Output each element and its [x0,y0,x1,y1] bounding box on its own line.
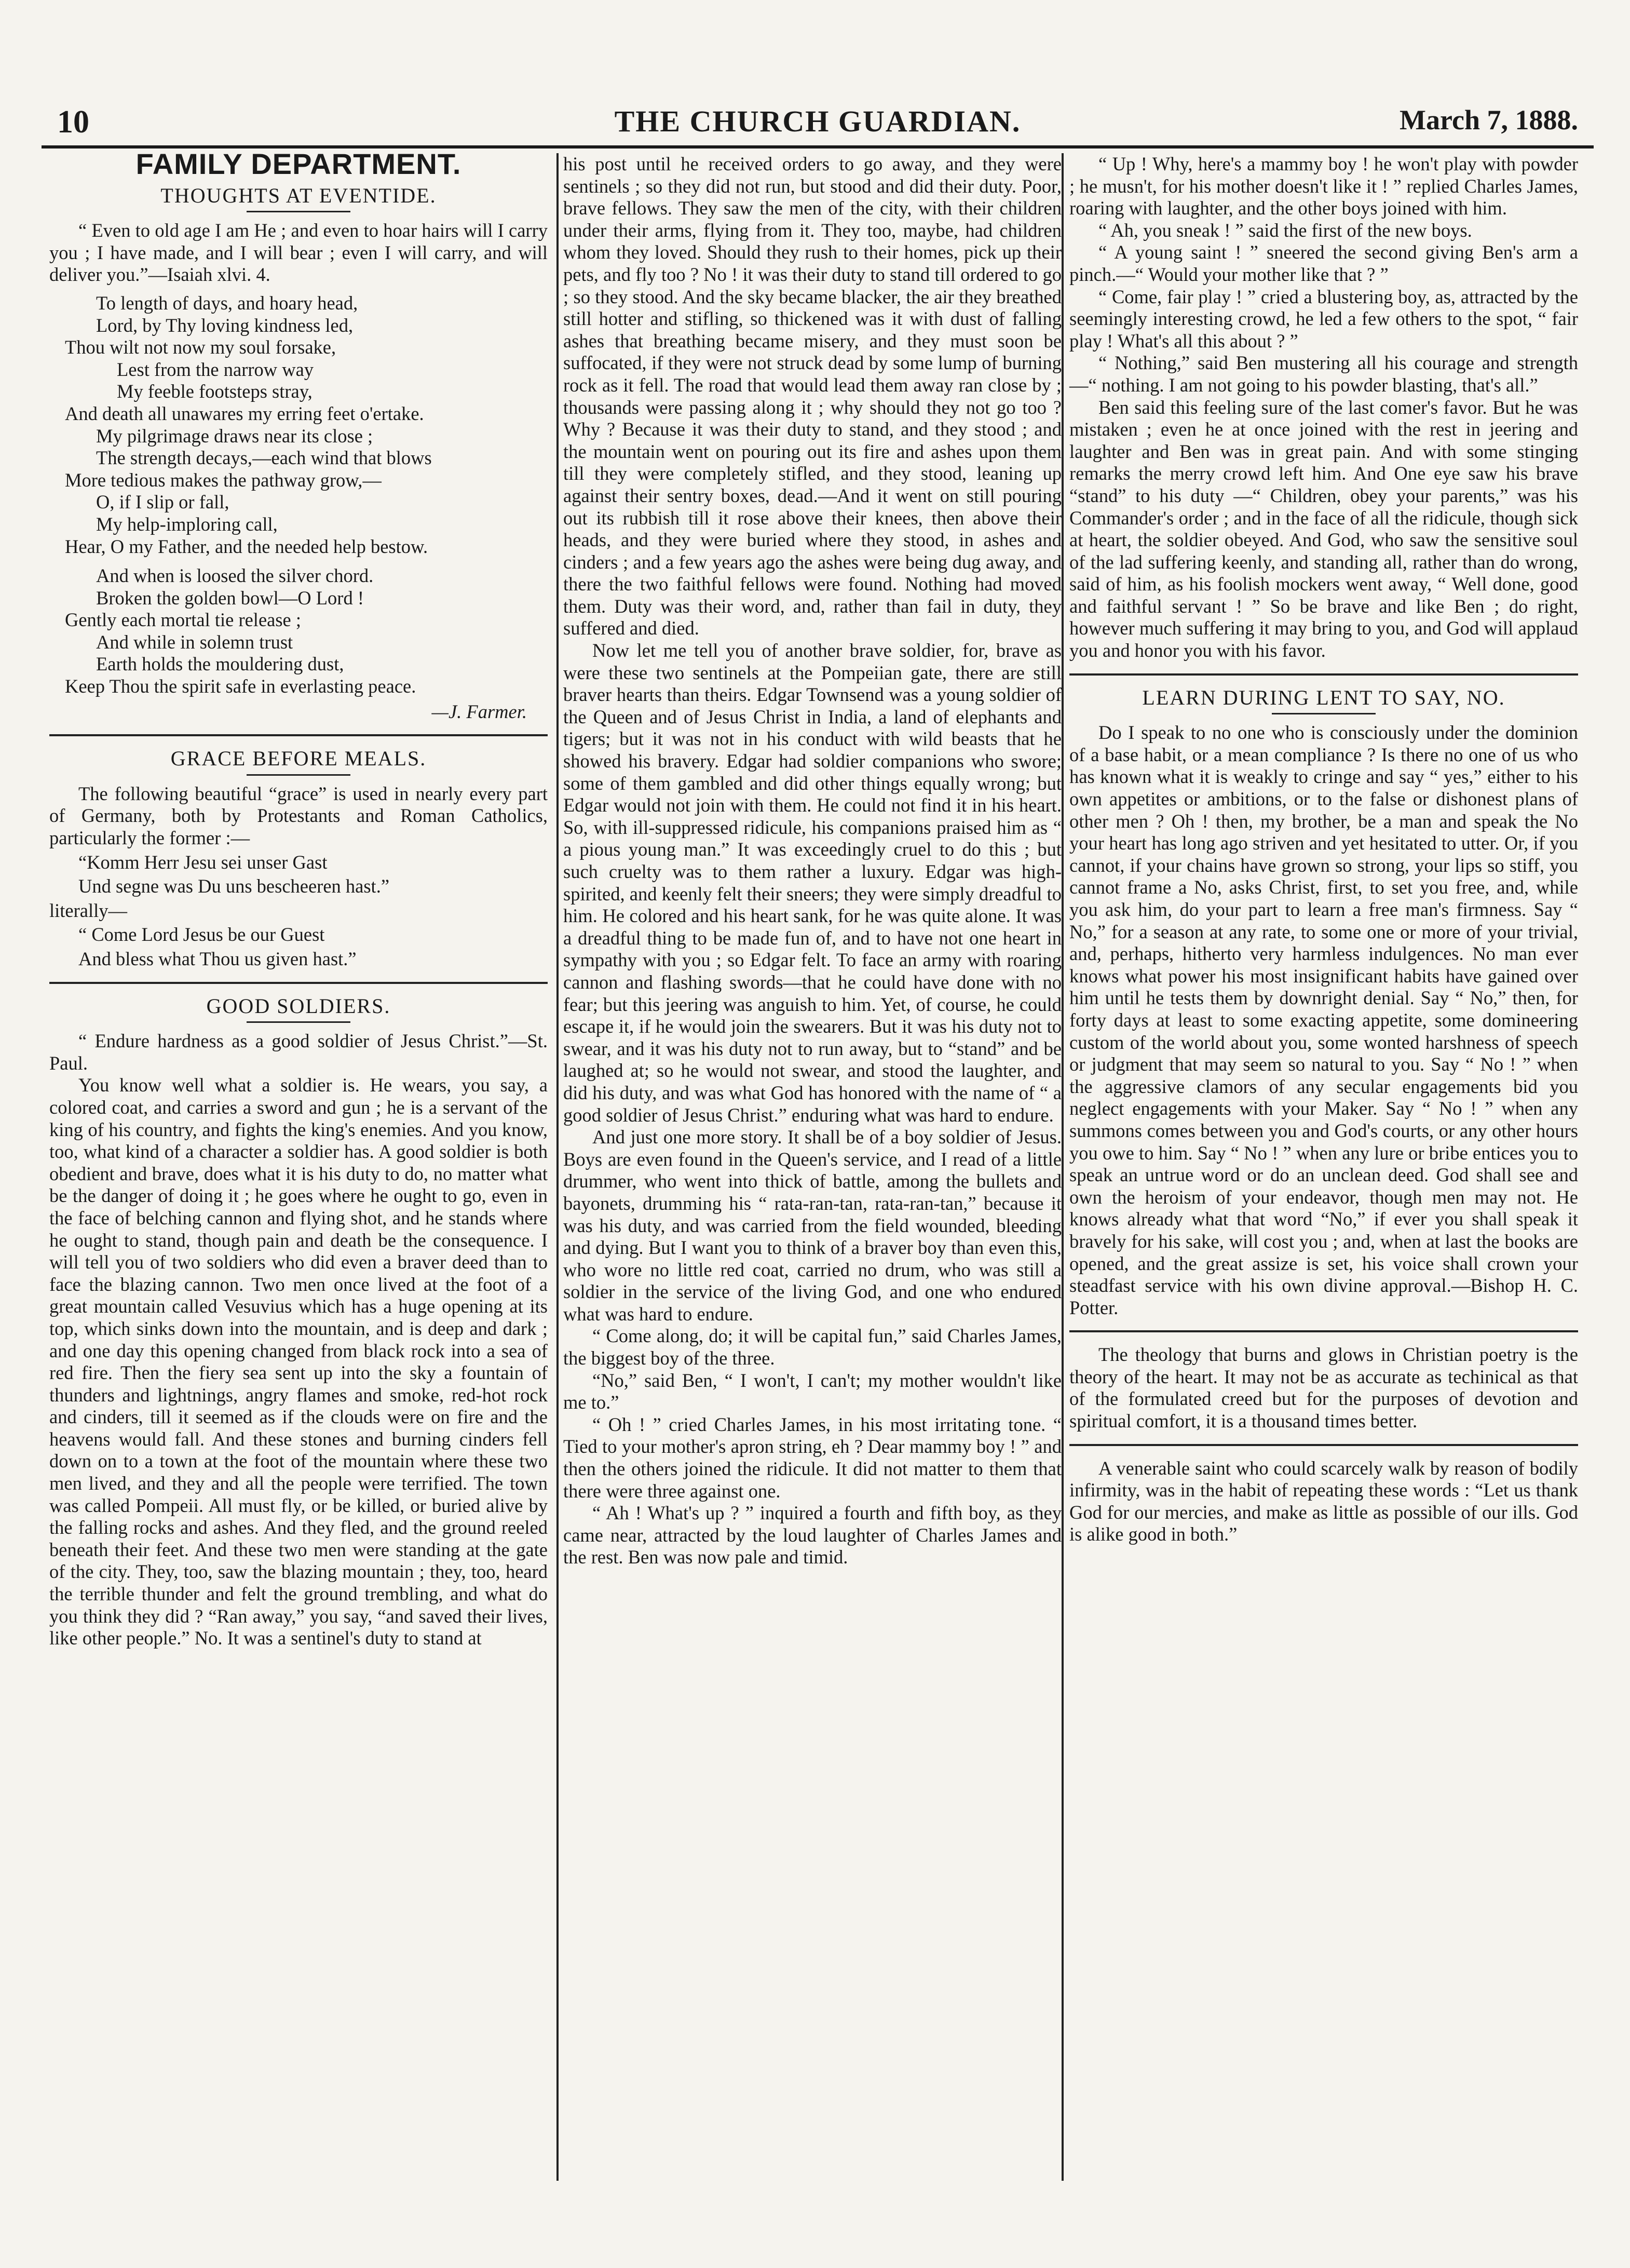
paragraph: “ Come along, do; it will be capital fun,” said Charles James, the biggest boy of the three. [563,1325,1062,1369]
poem-line: Thou wilt not now my soul forsake, [65,336,336,358]
column-3 [1069,153,1578,1546]
paragraph: Do I speak to no one who is consciously under the dominion of a base habit, or a mean compliance ? Is there no one of us who has known what it is weakly to cringe and say “ yes,” either to his own appetites or ambitions, or to the false or dishonest plans of other men ? Oh ! then, my brother, be a man and speak the No your heart has long ago striven and yet hesitated to utter. Or, if you cannot, if your chains have grown so strong, your lips so stiff, you cannot frame a No, asks Christ, first, to set you free, and, while you ask him, do your part to learn a free man's firmness. Say “ No,” for a season at any rate, to some one or more of your trivial, and, perhaps, hitherto very harmless indulgences. No man ever knows what power his most insignificant habits have gained over him until he tests them by downright denial. Say “ No,” then, for forty days at least to some exacting appetite, some domineering custom of the world about you, some wonted harshness of speech or judgment that may seem so natural to you. Say “ No ! ” when the aggressive clamors of any secular engagements bid you neglect engagements with your Maker. Say “ No ! ” when any summons comes between you and God's courts, or any other hours you owe to him. Say “ No ! ” when any lure or bribe entices you to speak an untrue word or do an unclean deed. God shall see and own the heroism of your endeavor, though men may not. He knows already what that word “No,” if ever you shall speak it bravely for his sake, will cost you ; and, when at last the books are opened, and the great assize is set, his voice shall crown your steadfast service with his own divine approval.—Bishop H. C. Potter. [1069,722,1578,1318]
paragraph: The following beautiful “grace” is used in nearly every part of Germany, both by Protestants and Roman Catholics, particularly the former :— [49,782,548,849]
poem-line: And while in solemn trust [96,631,293,653]
paragraph: “ Nothing,” said Ben mustering all his courage and strength—“ nothing. I am not going to his powder blasting, that's all.” [1069,352,1578,396]
section-rule [49,982,548,984]
epigraph: “ Even to old age I am He ; and even to hoar hairs will I carry you ; I have made, and I will bear ; even I will carry, and will deliver you.”—Isaiah xlvi. 4. [49,220,548,286]
poem-line: Broken the golden bowl—O Lord ! [96,587,364,609]
section-rule [1069,1444,1578,1446]
article-title: GRACE BEFORE MEALS. [170,747,427,771]
column-1 [49,147,548,1650]
poem-author: —J. Farmer. [431,700,527,722]
article-title: THOUGHTS AT EVENTIDE. [160,183,437,207]
paragraph: “ Ah, you sneak ! ” said the first of the new boys. [1098,219,1472,241]
paragraph: And just one more story. It shall be of a boy soldier of Jesus. Boys are even found in the Queen's service, and I read of a little drummer, who went into thick of battle, among the bullets and bayonets, drumming his “ rata-ran-tan, rata-ran-tan,” because it was his duty, and was carried from the field wounded, bleeding and dying. But I want you to think of a braver boy than even this, who wore no little red coat, carried no drum, who was still a soldier in the service of the living God, and one who endured what was hard to endure. [563,1126,1062,1325]
poem-line: To length of days, and hoary head, [96,292,358,314]
title-rule [247,211,350,212]
department-heading: FAMILY DEPARTMENT. [135,147,461,180]
section-rule [1069,673,1578,676]
paragraph: “ Up ! Why, here's a mammy boy ! he won't play with powder ; he musn't, for his mother doesn't like it ! ” replied Charles James, roaring with laughter, and the other boys joined with him. [1069,153,1578,219]
paragraph: “ Come, fair play ! ” cried a blustering boy, as, attracted by the seemingly interesting crowd, he led a few others to the spot, “ fair play ! What's all this about ? ” [1069,286,1578,352]
poem-line: Hear, O my Father, and the needed help bestow. [65,535,428,557]
paragraph: literally— [49,899,128,921]
paragraph: “No,” said Ben, “ I won't, I can't; my mother wouldn't like me to.” [563,1369,1062,1413]
epigraph: “ Endure hardness as a good soldier of Jesus Christ.”—St. Paul. [49,1030,548,1074]
title-rule [247,1021,350,1023]
issue-date: March 7, 1888. [1400,104,1578,136]
paragraph: You know well what a soldier is. He wears, you say, a colored coat, and carries a sword and gun ; he is a servant of the king of his country, and fights the king's enemies. And you know, too, what kind of a character a soldier has. A good soldier is both obedient and brave, does what it is his duty to do, no matter what be the danger of doing it ; he goes where he ought to go, even in the face of belching cannon and flying shot, and he stands where he ought to stand, though pain and death be the consequence. I will tell you of two soldiers who did even a braver deed than to face the blazing cannon. Two men once lived at the foot of a great mountain called Vesuvius which has a huge opening at its top, which sinks down into the mountain, and is deep and dark ; and one day this opening changed from black rock into a sea of red fire. Then the fiery sea sent up into the sky a fountain of thunders and lightnings, angry flames and smoke, red-hot rock and cinders, till it seemed as if the clouds were on fire and the heavens would fall. And these stones and burning cinders fell down on to a town at the foot of the mountain where these two men lived, and they and all the people were terrified. The town was called Pompeii. All must fly, or be killed, or buried alive by the falling rocks and ashes. And they fled, and the ground reeled beneath their feet. And these two men were standing at the gate of the city. They, too, saw the blazing mountain ; they, too, heard the terrible thunder and felt the ground trembling, and what do you think they did ? “Ran away,” you say, “and saved their lives, like other people.” No. It was a sentinel's duty to stand at [49,1074,548,1649]
poem-line: The strength decays,—each wind that blows [96,447,432,469]
poem-line: My feeble footsteps stray, [117,381,313,402]
section-rule [1069,1330,1578,1332]
paragraph: Ben said this feeling sure of the last comer's favor. But he was mistaken ; even he at once joined with the rest in jeering and laughter and Ben was in great pain. And with some stinging remarks the merry crowd left him. And One eye saw his brave “stand” to his duty —“ Children, obey your parents,” was his Commander's order ; and in the face of all the ridicule, though sick at heart, the soldier obeyed. And God, who saw the sensitive soul of the lad suffering keenly, and standing all, rather than do wrong, said of him, as his foolish mockers went away, “ Well done, good and faithful servant ! ” So be brave and like Ben ; do right, however much suffering it may bring to you, and God will applaud you and honor you with his favor. [1069,396,1578,662]
poem-line: O, if I slip or fall, [96,491,229,513]
quote-line: “ Come Lord Jesus be our Guest [78,924,325,946]
poem-line: And when is loosed the silver chord. [96,565,374,587]
quote-line: Und segne was Du uns bescheeren hast.” [78,875,390,897]
section-rule [49,734,548,736]
page-number: 10 [57,104,89,140]
paragraph: A venerable saint who could scarcely walk by reason of bodily infirmity, was in the habit of repeating these words : “Let us thank God for our mercies, and make as little as possible of our ills. God is alike good in both.” [1069,1457,1578,1545]
paragraph: “ Oh ! ” cried Charles James, in his most irritating tone. “ Tied to your mother's apron string, eh ? Dear mammy boy ! ” and then the others joined the ridicule. It did not matter to them that there were three against one. [563,1413,1062,1502]
poem-line: Lest from the narrow way [117,358,314,380]
title-rule [247,774,350,776]
paragraph: Now let me tell you of another brave soldier, for, brave as were these two sentinels at the Pompeiian gate, there are still braver hearts than theirs. Edgar Townsend was a young soldier of the Queen and of Jesus Christ in India, a land of elephants and tigers; but it was not in his conduct with wild beasts that he showed his bravery. Edgar had soldier companions who swore; some of them gambled and did other things equally wrong; but Edgar would not join with them. He could not find it in his heart. So, with ill-suppressed ridicule, his companions praised him as “ a pious young man.” It was exceedingly cruel to do this ; but such cruelty was to them rather a luxury. Edgar was high-spirited, and keenly felt their sneers; they were simply dreadful to him. He colored and his heart sank, for he was quite alone. It was a dreadful thing to be made fun of, and to have not one heart in sympathy with you ; so Edgar felt. To face an army with roaring cannon and flashing swords—that he could have done with no fear; but this jeering was anguish to him. Yet, of course, he could escape it, if he would join the swearers. But it was his duty not to swear, and it was his duty not to run away, but to “stand” and be laughed at; so he would not swear, and stood the laughter, and did his duty, and was what God has honored with the name of “ a good soldier of Jesus Christ.” enduring what was hard to endure. [563,640,1062,1126]
masthead [42,99,1594,148]
poem-line: Earth holds the mouldering dust, [96,653,344,675]
column-rule [556,153,559,2181]
title-rule [1272,713,1376,714]
paragraph: “ Ah ! What's up ? ” inquired a fourth and fifth boy, as they came near, attracted by the loud laughter of Charles James and the rest. Ben was now pale and timid. [563,1502,1062,1568]
article-title: LEARN DURING LENT TO SAY, NO. [1142,685,1505,709]
quote-line: “Komm Herr Jesu sei unser Gast [78,851,328,873]
column-2 [563,153,1062,1569]
poem-line: Gently each mortal tie release ; [65,609,302,631]
paragraph: The theology that burns and glows in Christian poetry is the theory of the heart. It may not be as accurate as techinical as that of the formulated creed but for the purposes of devotion and spiritual comfort, it is a thousand times better. [1069,1344,1578,1432]
paragraph: his post until he received orders to go away, and they were sentinels ; so they did not run, but stood and did their duty. Poor, brave fellows. They saw the men of the city, with their children under their arms, flying from it. They too, maybe, had children whom they loved. Should they rush to their homes, pick up their pets, and fly too ? No ! it was their duty to stand till ordered to go ; so they stood. And the sky became blacker, the air they breathed still hotter and stifling, so thickened was it with dust of falling ashes that breathing became misery, and they must soon be suffocated, if they were not struck dead by some lump of burning rock as it fell. The road that would lead them away ran close by ; thousands were passing along it ; why should they not go too ? Why ? Because it was their duty to stand, and they stood ; and the mountain went on pouring out its fire and ashes upon them till they were completely stifled, and they stood, leaning up against their sentry boxes, dead.—And it went on still pouring out its rubbish till it rose above their knees, then above their heads, and they were buried where they stood, in ashes and cinders ; and a few years ago the ashes were being dug away, and there the two faithful fellows were found. Nothing had moved them. Duty was their word, and, rather than fail in duty, they suffered and died. [563,153,1062,639]
paragraph: “ A young saint ! ” sneered the second giving Ben's arm a pinch.—“ Would your mother like that ? ” [1069,241,1578,285]
newspaper-title: THE CHURCH GUARDIAN. [614,104,1021,138]
poem-line: And death all unawares my erring feet o'ertake. [65,402,424,424]
poem-line: Keep Thou the spirit safe in everlasting peace. [65,676,416,697]
poem-line: My pilgrimage draws near its close ; [96,425,373,447]
poem [65,292,548,698]
article-title: GOOD SOLDIERS. [206,994,391,1018]
column-rule [1062,153,1064,2181]
poem-line: My help-imploring call, [96,513,278,535]
poem-line: Lord, by Thy loving kindness led, [96,314,354,336]
quote-line: And bless what Thou us given hast.” [78,948,357,969]
poem-line: More tedious makes the pathway grow,— [65,469,382,491]
